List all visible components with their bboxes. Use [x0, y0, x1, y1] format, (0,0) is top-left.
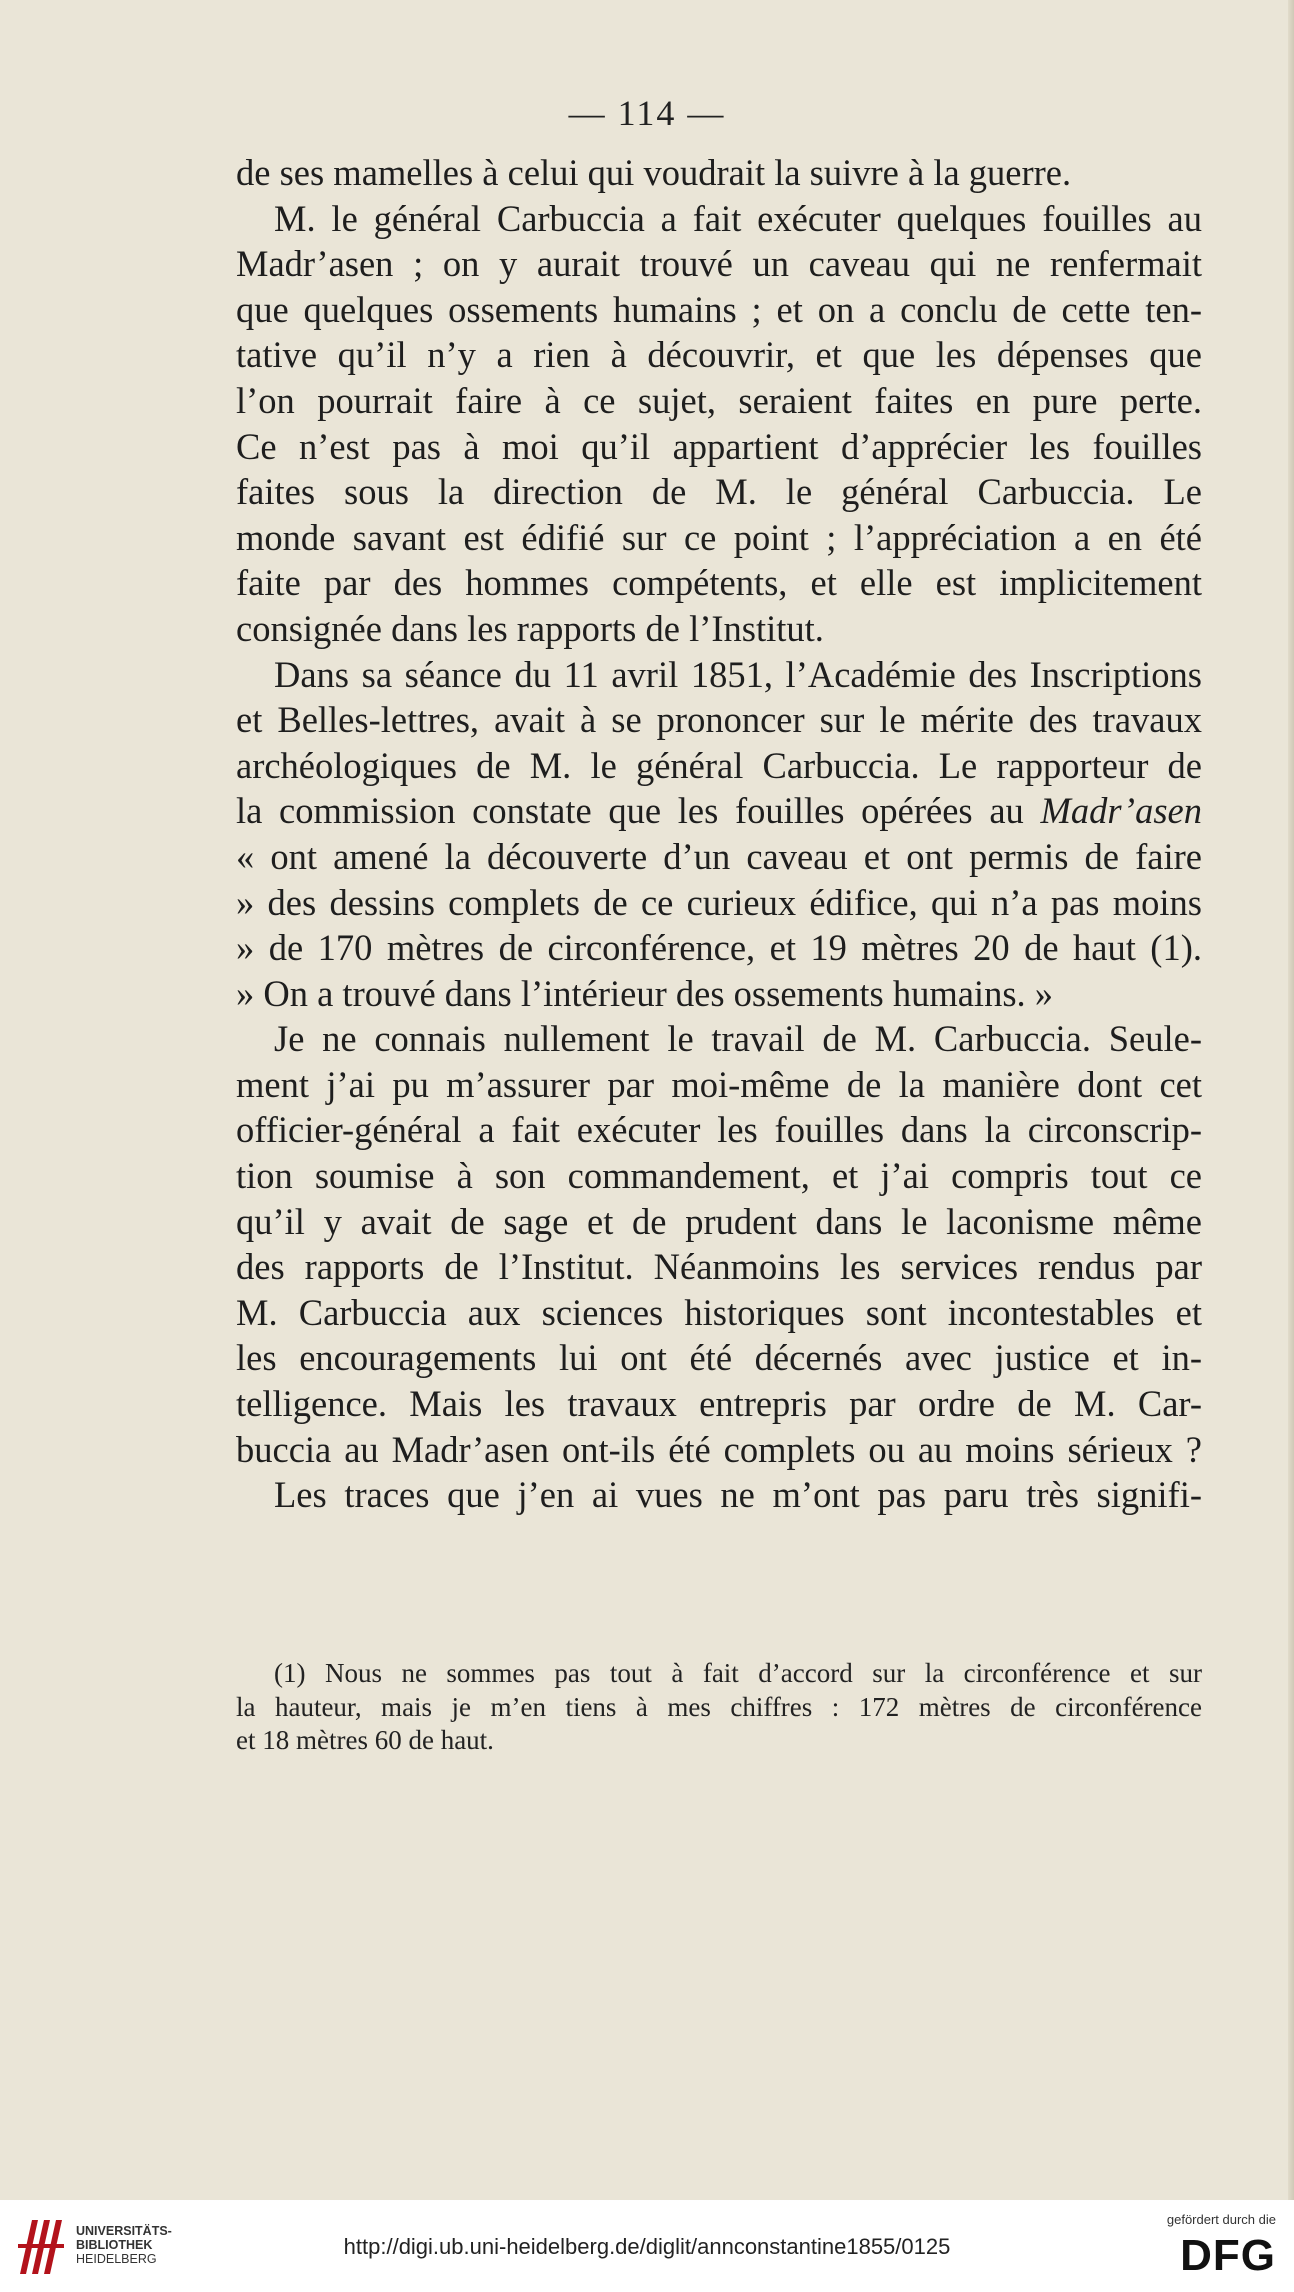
text-line: faites sous la direction de M. le général Carbuccia. Le	[236, 471, 1202, 513]
text-line: Madr’asen ; on y aurait trouvé un caveau qui ne renfermait	[236, 243, 1202, 285]
page-edge-shadow	[1288, 0, 1294, 2200]
text-line: et Belles-lettres, avait à se prononcer sur le mérite des travaux	[236, 699, 1202, 741]
funded-by-label: gefördert durch die	[1166, 2212, 1276, 2227]
institution-line: UNIVERSITÄTS-	[76, 2224, 172, 2238]
text-line: consignée dans les rapports de l’Institut.	[236, 607, 824, 649]
text-line: » des dessins complets de ce curieux édifice, qui n’a pas moins	[236, 881, 1202, 923]
footnote-line: la hauteur, mais je m’en tiens à mes chiffres : 172 mètres de circonférence	[236, 1691, 1202, 1722]
italic-place-name: Madr’asen	[1040, 790, 1202, 832]
text-line: monde savant est édifié sur ce point ; l’appréciation a en été	[236, 516, 1202, 558]
text-line: de ses mamelles à celui qui voudrait la suivre à la guerre.	[236, 152, 1072, 193]
text-line: tative qu’il n’y a rien à découvrir, et que les dépenses que	[236, 334, 1202, 376]
text-line: ment j’ai pu m’assurer par moi-même de la manière dont cet	[236, 1063, 1202, 1105]
permalink-url[interactable]: http://digi.ub.uni-heidelberg.de/diglit/annconstantine1855/0125	[343, 2234, 951, 2259]
dfg-logo: DFG	[1180, 2231, 1276, 2280]
institution-line: HEIDELBERG	[76, 2252, 157, 2266]
paragraph-4	[236, 1016, 1202, 1472]
footnote-line: et 18 mètres 60 de haut.	[236, 1725, 494, 1755]
paragraph-2	[236, 196, 1202, 652]
text-fragment: la commission constate que les fouilles opérées au	[236, 790, 1041, 832]
text-line: telligence. Mais les travaux entrepris par ordre de M. Car-	[236, 1383, 1202, 1425]
paragraph-5	[236, 1472, 1202, 1518]
text-line: M. Carbuccia aux sciences historiques sont incontestables et	[236, 1291, 1202, 1333]
body-text	[236, 150, 1202, 1518]
text-line: Les traces que j’en ai vues ne m’ont pas paru très signifi-	[274, 1474, 1202, 1516]
text-line: Je ne connais nullement le travail de M. Carbuccia. Seule-	[274, 1018, 1202, 1060]
text-line: » de 170 mètres de circonférence, et 19 mètres 20 de haut (1).	[236, 927, 1202, 969]
text-line: » On a trouvé dans l’intérieur des ossements humains. »	[236, 972, 1054, 1014]
text-line: archéologiques de M. le général Carbuccia. Le rapporteur de	[236, 744, 1202, 786]
text-line: Ce n’est pas à moi qu’il appartient d’apprécier les fouilles	[236, 425, 1202, 467]
text-line: M. le général Carbuccia a fait exécuter quelques fouilles au	[274, 197, 1202, 239]
text-line: l’on pourrait faire à ce sujet, seraient faites en pure perte.	[236, 379, 1202, 421]
text-line-with-italic	[236, 788, 1202, 834]
text-line: les encouragements lui ont été décernés avec justice et in-	[236, 1337, 1202, 1379]
text-line: faite par des hommes compétents, et elle est implicitement	[236, 562, 1202, 604]
text-line: des rapports de l’Institut. Néanmoins les services rendus par	[236, 1246, 1202, 1288]
text-line: Dans sa séance du 11 avril 1851, l’Académie des Inscriptions	[274, 653, 1202, 695]
institution-line: BIBLIOTHEK	[76, 2238, 153, 2252]
digitization-footer	[0, 2200, 1294, 2292]
footnote-line: (1) Nous ne sommes pas tout à fait d’accord sur la circonférence et sur	[274, 1658, 1202, 1688]
footnote	[236, 1657, 1202, 1758]
text-line: tion soumise à son commandement, et j’ai compris tout ce	[236, 1155, 1202, 1197]
paragraph-3	[236, 652, 1202, 1017]
paragraph-1	[236, 150, 1202, 196]
text-line: « ont amené la découverte d’un caveau et ont permis de faire	[236, 835, 1202, 877]
text-line: officier-général a fait exécuter les fouilles dans la circonscrip-	[236, 1109, 1202, 1151]
text-line: que quelques ossements humains ; et on a conclu de cette ten-	[236, 288, 1202, 330]
page-number: — 114 —	[568, 93, 726, 133]
text-line: qu’il y avait de sage et de prudent dans le laconisme même	[236, 1200, 1202, 1242]
text-line: buccia au Madr’asen ont-ils été complets ou au moins sérieux ?	[236, 1428, 1202, 1470]
